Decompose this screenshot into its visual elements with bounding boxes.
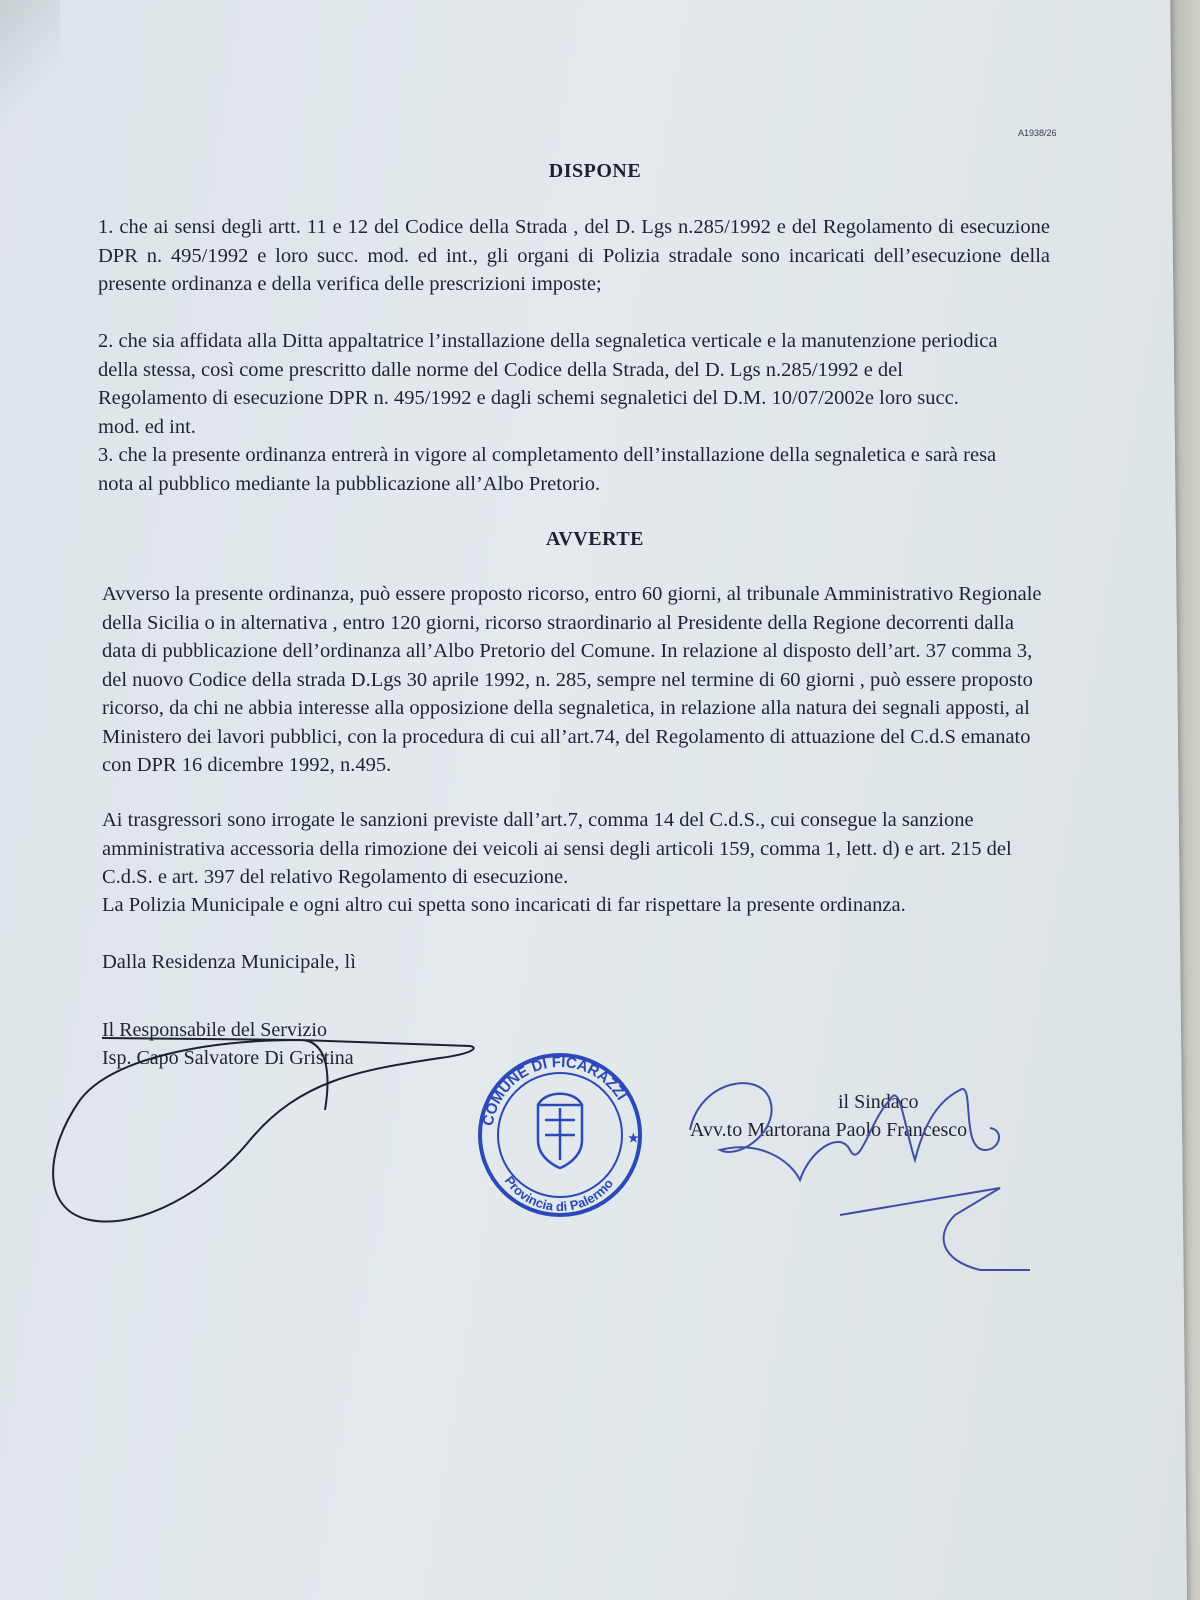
heading-avverte: AVVERTE [545, 528, 644, 550]
dispone-item-1: 1. che ai sensi degli artt. 11 e 12 del Codice della Strada , del D. Lgs n.285/1992 e del Regolamento di esecuzione DPR n. 495/1992 e loro succ. mod. ed int., gli organi di Polizia stradale sono incaricati dell’esecuzione della presente ordinanza e della verifica delle prescrizioni imposte; [98, 216, 1050, 295]
avverte-paragraph-3: La Polizia Municipale e ogni altro cui spetta sono incaricati di far rispettare la presente ordinanza. [102, 894, 906, 916]
stamp-star-icon: ★ [628, 1131, 639, 1145]
avverte-paragraph-2: Ai trasgressori sono irrogate le sanzioni previste dall’art.7, comma 14 del C.d.S., cui consegue la sanzione amministrativa accessoria della rimozione dei veicoli ai sensi degli articoli 159, comma 1, lett. d) e art. 215 del C.d.S. e art. 397 del relativo Regolamento di esecuzione. [102, 809, 1012, 888]
avverte-paragraph-4: Dalla Residenza Municipale, lì [102, 951, 356, 973]
document-code: A1938/26 [1018, 128, 1057, 138]
stamp-bottom-text: Provincia di Palermo [501, 1173, 617, 1215]
avverte-paragraph-1: Avverso la presente ordinanza, può essere proposto ricorso, entro 60 giorni, al tribunale Amministrativo Regionale della Sicilia o in alternativa , entro 120 giorni, ricorso straordinario al Presidente della Regione decorrenti dalla data di pubblicazione dell’ordinanza all’Albo Pretorio del Comune. In relazione al disposto dell’art. 37 comma 3, del nuovo Codice della strada D.Lgs 30 aprile 1992, n. 285, sempre nel termine di 60 giorni , può essere proposto ricorso, da chi ne abbia interesse alla opposizione della segnaletica, in relazione alla natura dei segnali apposti, al Ministero dei lavori pubblici, con la procedura di cui all’art.74, del Regolamento di attuazione del C.d.S emanato con DPR 16 dicembre 1992, n.495. [102, 583, 1042, 776]
coat-of-arms-icon [538, 1094, 582, 1168]
dispone-item-2: 2. che sia affidata alla Ditta appaltatrice l’installazione della segnaletica verticale e la manutenzione periodica della stessa, così come prescritto dalle norme del Codice della Strada, del D. Lgs n.285/1992 e del Regolamento di esecuzione DPR n. 495/1992 e dagli schemi segnaletici del D.M. 10/07/2002e loro succ. mod. ed int. [98, 330, 998, 438]
left-signature-scribble [53, 1038, 474, 1222]
heading-dispone: DISPONE [548, 160, 642, 182]
left-signatory-role: Il Responsabile del Servizio [102, 1019, 327, 1041]
dispone-item-3: 3. che la presente ordinanza entrerà in vigore al completamento dell’installazione della segnaletica e sarà resa nota al pubblico mediante la pubblicazione all’Albo Pretorio. [98, 444, 997, 495]
stamp-top-text: COMUNE DI FICARAZZI [479, 1053, 631, 1128]
left-signatory-name: Isp. Capo Salvatore Di Gristina [102, 1047, 354, 1069]
right-signature-scribble [690, 1083, 1030, 1270]
right-signatory-name: Avv.to Martorana Paolo Francesco [690, 1119, 968, 1141]
right-signatory-role: il Sindaco [838, 1091, 919, 1113]
official-stamp [480, 1054, 640, 1215]
